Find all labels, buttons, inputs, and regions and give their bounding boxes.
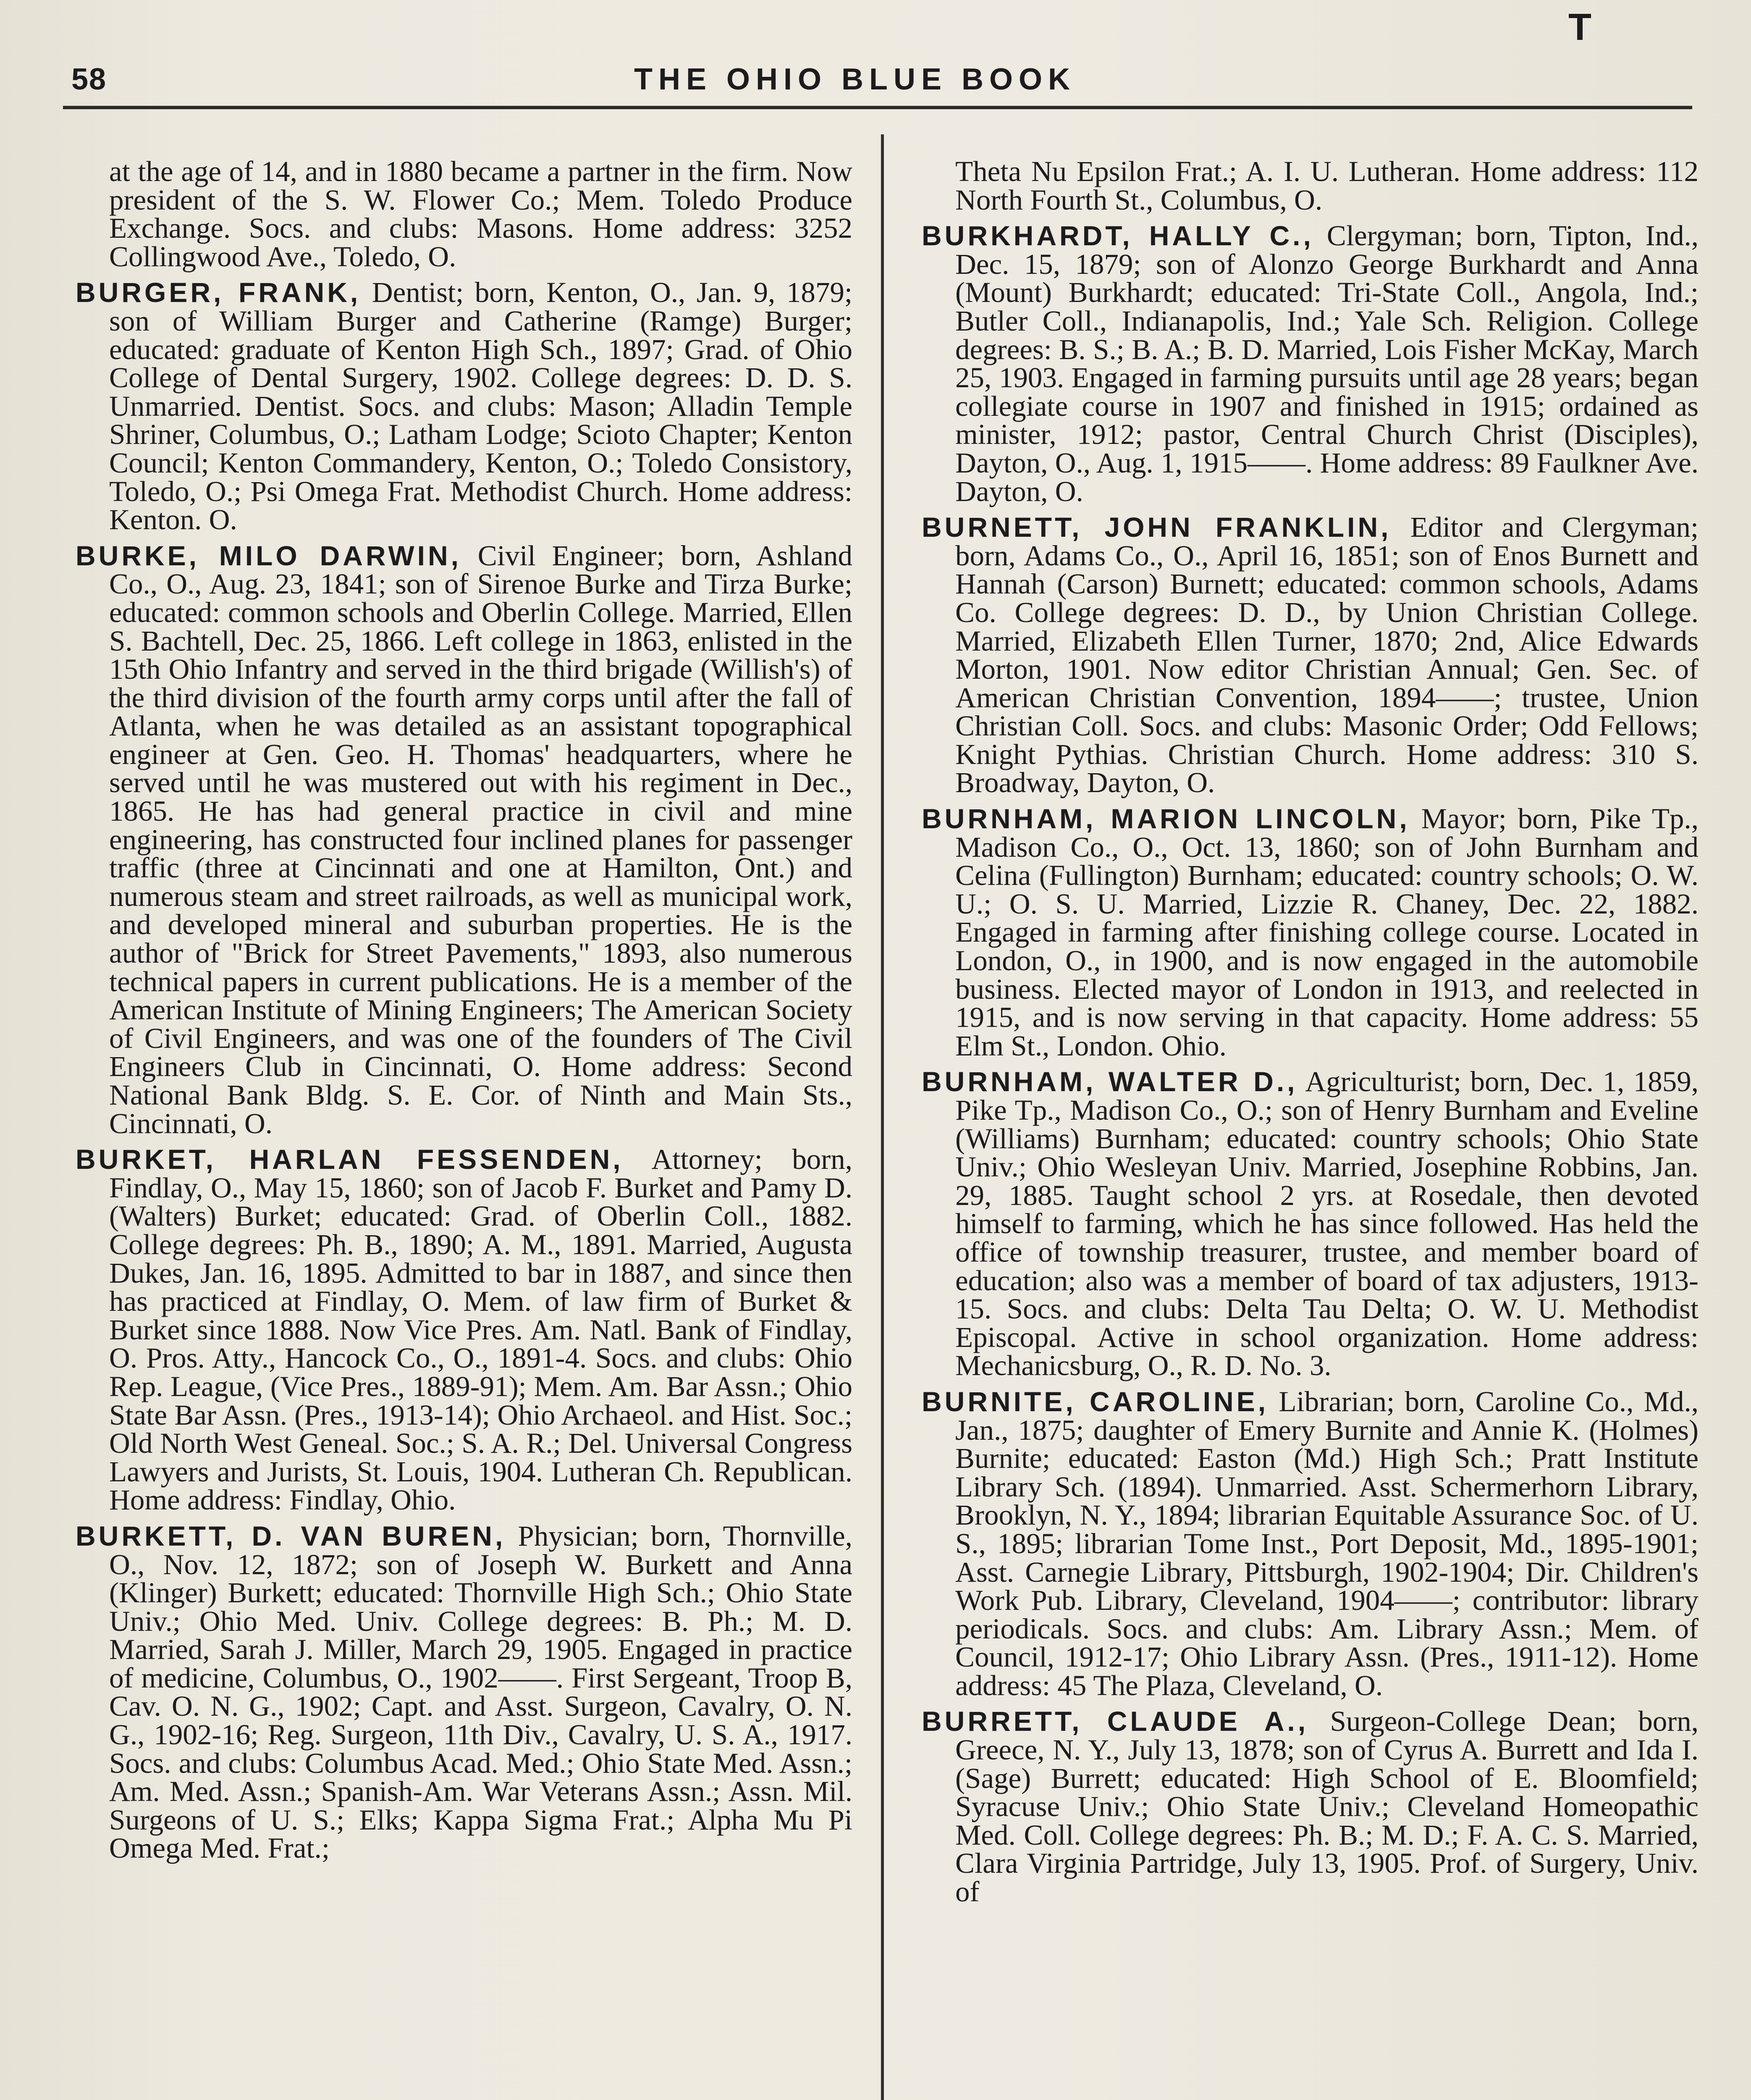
entry-name: BURKET, HARLAN FESSENDEN, bbox=[76, 1144, 624, 1175]
running-title: THE OHIO BLUE BOOK bbox=[634, 63, 1076, 96]
entry-burnett-john-franklin bbox=[922, 513, 1699, 797]
page-number: 58 bbox=[71, 63, 107, 96]
entry-name: BURNETT, JOHN FRANKLIN, bbox=[922, 512, 1392, 543]
entry-text: Attorney; born, Findlay, O., May 15, 1860; son of Jacob F. Burket and Pamy D. (Walters) Burket; educated: Grad. of Oberlin Coll., 1882. College degrees: Ph. B., 1890; A. M., 1891. Married, Augusta Dukes, Jan. 16, 1895. Admitted to bar in 1887, and since then has practiced at Findlay, O. Mem. of law firm of Burket & Burket since 1888. Now Vice Pres. Am. Natl. Bank of Findlay, O. Pros. Atty., Hancock Co., O., 1891-4. Socs. and clubs: Ohio Rep. League, (Vice Pres., 1889-91); Mem. Am. Bar Assn.; Ohio State Bar Assn. (Pres., 1913-14); Ohio Archaeol. and Hist. Soc.; Old North West Geneal. Soc.; S. A. R.; Del. Universal Congress Lawyers and Jurists, St. Louis, 1904. Lutheran Ch. Republican. Home address: Findlay, Ohio. bbox=[109, 1143, 852, 1516]
entry-burkhardt-hally bbox=[922, 222, 1699, 506]
entry-text: Surgeon-College Dean; born, Greece, N. Y., July 13, 1878; son of Cyrus A. Burrett and Ida I. (Sage) Burrett; educated: High School of E. Bloomfield; Syracuse Univ.; Ohio State Univ.; Cleveland Homeopathic Med. Coll. College degrees: Ph. B.; M. D.; F. A. C. S. Married, Clara Virginia Partridge, July 13, 1905. Prof. of Surgery, Univ. of bbox=[955, 1705, 1699, 1908]
entry-burket-harlan bbox=[76, 1145, 852, 1515]
entry-text: Editor and Clergyman; born, Adams Co., O., April 16, 1851; son of Enos Burnett and Hannah (Carson) Burnett; educated: common schools, Adams Co. College degrees: D. D., by Union Christian College. Married, Elizabeth Ellen Turner, 1870; 2nd, Alice Edwards Morton, 1901. Now editor Christian Annual; Gen. Sec. of American Christian Convention, 1894——; trustee, Union Christian Coll. Socs. and clubs: Masonic Order; Odd Fellows; Knight Pythias. Christian Church. Home address: 310 S. Broadway, Dayton, O. bbox=[955, 511, 1699, 799]
entry-burnham-marion-lincoln bbox=[922, 805, 1699, 1060]
entry-name: BURNITE, CAROLINE, bbox=[922, 1386, 1269, 1417]
entry-burke-milo-darwin bbox=[76, 539, 852, 1139]
left-column bbox=[76, 155, 852, 1870]
entry-name: BURKHARDT, HALLY C., bbox=[922, 220, 1314, 252]
entry-name: BURNHAM, MARION LINCOLN, bbox=[922, 803, 1410, 835]
right-column bbox=[922, 155, 1699, 1914]
entry-burkett-d-van-buren bbox=[76, 1522, 852, 1863]
entry-continuation: Theta Nu Epsilon Frat.; A. I. U. Lutheran. Home address: 112 North Fourth St., Columbus, O. bbox=[955, 155, 1699, 216]
entry-name: BURRETT, CLAUDE A., bbox=[922, 1706, 1309, 1737]
entry-name: BURNHAM, WALTER D., bbox=[922, 1066, 1298, 1097]
entry-text: Librarian; born, Caroline Co., Md., Jan., 1875; daughter of Emery Burnite and Annie K. (Holmes) Burnite; educated: Easton (Md.) High Sch.; Pratt Institute Library Sch. (1894). Unmarried. Asst. Schermerhorn Library, Brooklyn, N. Y., 1894; librarian Equitable Assurance Soc. of U. S., 1895; librarian Tome Inst., Port Deposit, Md., 1895-1901; Asst. Carnegie Library, Pittsburgh, 1902-1904; Dir. Children's Work Pub. Library, Cleveland, 1904——; contributor: library periodicals. Socs. and clubs: Am. Library Assn.; Mem. of Council, 1912-17; Ohio Library Assn. (Pres., 1911-12). Home address: 45 The Plaza, Cleveland, O. bbox=[955, 1385, 1699, 1701]
page-header bbox=[71, 50, 1680, 100]
entry-name: BURKE, MILO DARWIN, bbox=[76, 540, 461, 571]
entry-burnite-caroline bbox=[922, 1385, 1699, 1701]
entry-text: Dentist; born, Kenton, O., Jan. 9, 1879; son of William Burger and Catherine (Ramge) Burger; educated: graduate of Kenton High Sch., 1897; Grad. of Ohio College of Dental Surgery, 1902. College degrees: D. D. S. Unmarried. Dentist. Socs. and clubs: Mason; Alladin Temple Shriner, Columbus, O.; Latham Lodge; Scioto Chapter; Kenton Council; Kenton Commandery, Kenton, O.; Toledo Consistory, Toledo, O.; Psi Omega Frat. Methodist Church. Home address: Kenton. O. bbox=[109, 276, 852, 536]
entry-name: BURKETT, D. VAN BUREN, bbox=[76, 1520, 506, 1551]
header-rule bbox=[63, 106, 1692, 109]
entry-burnham-walter bbox=[922, 1068, 1699, 1380]
entry-continuation: at the age of 14, and in 1880 became a partner in the firm. Now president of the S. W. Flower Co.; Mem. Toledo Produce Exchange. Socs. and clubs: Masons. Home address: 3252 Collingwood Ave., Toledo, O. bbox=[109, 155, 852, 273]
column-divider bbox=[881, 134, 884, 2100]
entry-burrett-claude bbox=[922, 1707, 1699, 1906]
entry-text: Physician; born, Thornville, O., Nov. 12, 1872; son of Joseph W. Burkett and Anna (Klinger) Burkett; educated: Thornville High Sch.; Ohio State Univ.; Ohio Med. Univ. College degrees: B. Ph.; M. D. Married, Sarah J. Miller, March 29, 1905. Engaged in practice of medicine, Columbus, O., 1902——. First Sergeant, Troop B, Cav. O. N. G., 1902; Capt. and Asst. Surgeon, Cavalry, O. N. G., 1902-16; Reg. Surgeon, 11th Div., Cavalry, U. S. A., 1917. Socs. and clubs: Columbus Acad. Med.; Ohio State Med. Assn.; Am. Med. Assn.; Spanish-Am. War Veterans Assn.; Assn. Mil. Surgeons of U. S.; Elks; Kappa Sigma Frat.; Alpha Mu Pi Omega Med. Frat.; bbox=[109, 1520, 852, 1864]
entry-text: Agriculturist; born, Dec. 1, 1859, Pike Tp., Madison Co., O.; son of Henry Burnham and Eveline (Williams) Burnham; educated: country schools; Ohio State Univ.; Ohio Wesleyan Univ. Married, Josephine Robbins, Jan. 29, 1885. Taught school 2 yrs. at Rosedale, then devoted himself to farming, which he has since followed. Has held the office of township treasurer, trustee, and member board of education; also was a member of board of tax adjusters, 1913-15. Socs. and clubs: Delta Tau Delta; O. W. U. Methodist Episcopal. Active in school organization. Home address: Mechanicsburg, O., R. D. No. 3. bbox=[955, 1066, 1699, 1382]
entry-name: BURGER, FRANK, bbox=[76, 277, 361, 308]
entry-text: Civil Engineer; born, Ashland Co., O., Aug. 23, 1841; son of Sirenoe Burke and Tirza Burke; educated: common schools and Oberlin College. Married, Ellen S. Bachtell, Dec. 25, 1866. Left college in 1863, enlisted in the 15th Ohio Infantry and served in the third brigade (Willish's) of the third division of the fourth army corps until after the fall of Atlanta, when he was detailed as an assistant topographical engineer at Gen. Geo. H. Thomas' headquarters, where he served until he was mustered out with his regiment in Dec., 1865. He has had general practice in civil and mine engineering, has constructed four inclined planes for passenger traffic (three at Cincinnati and one at Hamilton, Ont.) and numerous steam and street railroads, as well as municipal work, and developed mineral and suburban properties. He is the author of "Brick for Street Pavements," 1893, also numerous technical papers in current publications. He is a member of the American Institute of Mining Engineers; The American Society of Civil Engineers, and was one of the founders of The Civil Engineers Club in Cincinnati, O. Home address: Second National Bank Bldg. S. E. Cor. of Ninth and Main Sts., Cincinnati, O. bbox=[109, 539, 852, 1139]
entry-text: Mayor; born, Pike Tp., Madison Co., O., Oct. 13, 1860; son of John Burnham and Celina (Fullington) Burnham; educated: country schools; O. W. U.; O. S. U. Married, Lizzie R. Chaney, Dec. 22, 1882. Engaged in farming after finishing college course. Located in London, O., in 1900, and is now engaged in the automobile business. Elected mayor of London in 1913, and reelected in 1915, and is now serving in that capacity. Home address: 55 Elm St., London. Ohio. bbox=[955, 803, 1699, 1062]
entry-text: Clergyman; born, Tipton, Ind., Dec. 15, 1879; son of Alonzo George Burkhardt and Anna (Mount) Burkhardt; educated: Tri-State Coll., Angola, Ind.; Butler Coll., Indianapolis, Ind.; Yale Sch. Religion. College degrees: B. S.; B. A.; B. D. Married, Lois Fisher McKay, March 25, 1903. Engaged in farming pursuits until age 28 years; began collegiate course in 1907 and finished in 1915; ordained as minister, 1912; pastor, Central Church Christ (Disciples), Dayton, O., Aug. 1, 1915——. Home address: 89 Faulkner Ave. Dayton, O. bbox=[955, 220, 1699, 507]
corner-mark: T bbox=[1568, 6, 1591, 48]
entry-burger-frank bbox=[76, 278, 852, 534]
